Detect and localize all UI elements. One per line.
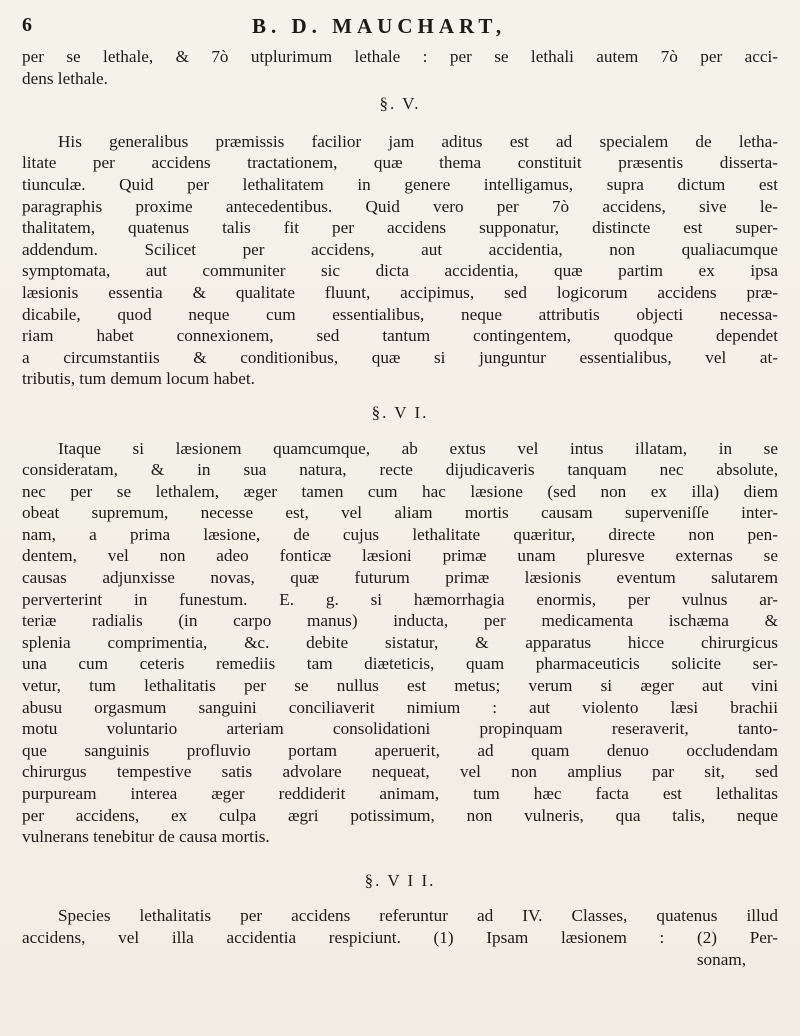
text-line: causas adjunxisse novas, quæ futurum primæ læsionis eventum salutarem xyxy=(22,568,778,588)
text-line: addendum. Scilicet per accidens, aut accidentia, non qualiacumque xyxy=(22,239,778,259)
section-heading-vii: §. V I I. xyxy=(364,870,436,890)
text-line: nec per se lethalem, æger tamen cum hac læsione (sed non ex illa) diem xyxy=(22,481,778,501)
paragraph-vii xyxy=(22,905,778,948)
text-line: accidens, vel illa accidentia respiciunt. (1) Ipsam læsionem : (2) Per- xyxy=(22,927,778,947)
paragraph-v xyxy=(22,131,778,390)
text-line: dens lethale. xyxy=(22,68,108,88)
paragraph-vi xyxy=(22,438,778,848)
catchword: sonam, xyxy=(696,949,746,969)
text-line: teriæ radialis (in carpo manus) inducta, per medicamenta ischæma & xyxy=(22,611,778,631)
text-line: riam habet connexionem, sed tantum contingentem, quodque dependet xyxy=(22,326,778,346)
text-line: paragraphis proxime antecedentibus. Quid vero per 7ò accidens, sive le- xyxy=(22,196,778,216)
text-line: obeat supremum, necesse est, vel aliam mortis causam superveniſſe inter- xyxy=(22,503,778,523)
text-line: vetur, tum lethalitatis per se nullus est metus; verum si æger aut vini xyxy=(22,676,778,696)
text-line: tiunculæ. Quid per lethalitatem in genere intelligamus, supra dictum est xyxy=(22,174,778,194)
text-line: per accidens, ex culpa ægri potissimum, non vulneris, qua talis, neque xyxy=(22,805,778,825)
text-line: læsionis essentia & qualitate fluunt, accipimus, sed logicorum accidens præ- xyxy=(22,282,778,302)
text-line: His generalibus præmissis facilior jam aditus est ad specialem de letha- xyxy=(58,131,778,151)
text-line: Itaque si læsionem quamcumque, ab extus vel intus illatam, in se xyxy=(58,438,778,458)
text-line: una cum ceteris remediis tam diæteticis, quam pharmaceuticis solicite ser- xyxy=(22,654,778,674)
text-line: symptomata, aut communiter sic dicta accidentia, quæ partim ex ipsa xyxy=(22,261,778,281)
body-text xyxy=(22,46,778,970)
section-heading-v: §. V. xyxy=(379,94,421,114)
text-line: tributis, tum demum locum habet. xyxy=(22,369,255,389)
text-line: litate per accidens tractationem, quæ thema constituit præsentis disserta- xyxy=(22,153,778,173)
text-line: per se lethale, & 7ò utplurimum lethale : per se lethali autem 7ò per acci- xyxy=(22,47,778,66)
text-line: thalitatem, quatenus talis fit per accidens supponatur, distincte est super- xyxy=(22,218,778,238)
text-line: splenia comprimentia, &c. debite sistatur, & apparatus hicce chirurgicus xyxy=(22,632,778,652)
page-header xyxy=(22,14,760,46)
text-line: Species lethalitatis per accidens referuntur ad IV. Classes, quatenus illud xyxy=(58,906,778,926)
text-line: dicabile, quod neque cum essentialibus, neque attributis objecti necessa- xyxy=(22,304,778,324)
section-heading-vi: §. V I. xyxy=(371,402,429,422)
text-line: dentem, vel non adeo fonticæ læsioni primæ unam pluresve externas se xyxy=(22,546,778,566)
text-line: chirurgus tempestive satis advolare nequeat, vel non amplius par sit, sed xyxy=(22,762,778,782)
text-line: vulnerans tenebitur de causa mortis. xyxy=(22,827,270,847)
text-line: abusu orgasmum sanguini conciliaverit nimium : aut violento læsi brachii xyxy=(22,697,778,717)
page-number: 6 xyxy=(22,14,32,36)
running-head: B. D. MAUCHART, xyxy=(252,14,507,38)
text-line: purpuream interea æger reddiderit animam, tum hæc facta est lethalitas xyxy=(22,784,778,803)
text-line: nam, a prima læsione, de cujus lethalitate quæritur, directe non pen- xyxy=(22,524,778,544)
text-line: consideratam, & in sua natura, recte dijudicaveris tanquam nec absolute, xyxy=(22,460,778,480)
text-line: que sanguinis profluvio portam aperuerit, ad quam denuo occludendam xyxy=(22,740,778,760)
text-line: a circumstantiis & conditionibus, quæ si junguntur essentialibus, vel at- xyxy=(22,347,778,367)
text-line: perverterint in funestum. E. g. si hæmorrhagia enormis, per vulnus ar- xyxy=(22,589,778,609)
text-line: motu voluntario arteriam consolidationi propinquam reseraverit, tanto- xyxy=(22,719,778,739)
